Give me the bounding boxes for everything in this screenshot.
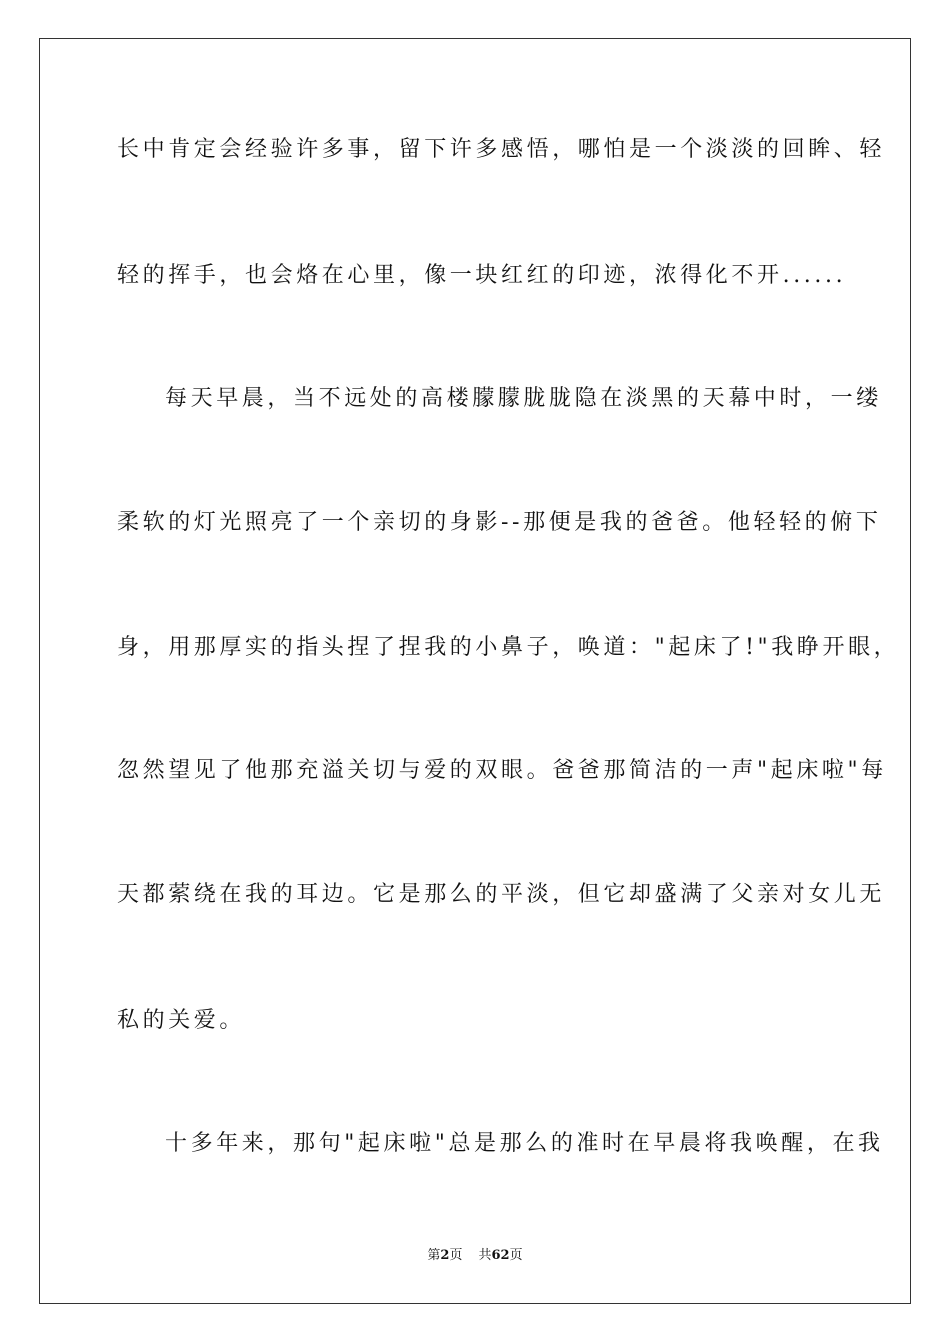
footer-total-pages: 62 <box>491 1248 510 1263</box>
footer-total-prefix: 共 <box>478 1248 492 1263</box>
text-line-9: 十多年来，那句"起床啦"总是那么的准时在早晨将我唤醒，在我 <box>165 1131 884 1156</box>
page-footer <box>0 1247 950 1265</box>
text-line-8: 私的关爱。 <box>117 1008 246 1033</box>
text-line-3: 每天早晨，当不远处的高楼朦朦胧胧隐在淡黑的天幕中时，一缕 <box>165 386 882 411</box>
footer-page-prefix: 第 <box>427 1248 441 1263</box>
text-line-4: 柔软的灯光照亮了一个亲切的身影--那便是我的爸爸。他轻轻的俯下 <box>117 510 882 535</box>
text-line-6: 忽然望见了他那充溢关切与爱的双眼。爸爸那简洁的一声"起床啦"每 <box>117 758 887 783</box>
footer-total-suffix: 页 <box>509 1248 523 1263</box>
text-line-1: 长中肯定会经验许多事，留下许多感悟，哪怕是一个淡淡的回眸、轻 <box>117 137 886 162</box>
footer-page-suffix: 页 <box>449 1248 463 1263</box>
text-line-2: 轻的挥手，也会烙在心里，像一块红红的印迹，浓得化不开...... <box>117 263 847 288</box>
text-line-7: 天都萦绕在我的耳边。它是那么的平淡，但它却盛满了父亲对女儿无 <box>117 882 886 907</box>
footer-page-number: 2 <box>440 1248 450 1263</box>
page-border <box>39 38 911 1304</box>
text-line-5: 身，用那厚实的指头捏了捏我的小鼻子，唤道："起床了!"我睁开眼， <box>117 635 900 660</box>
